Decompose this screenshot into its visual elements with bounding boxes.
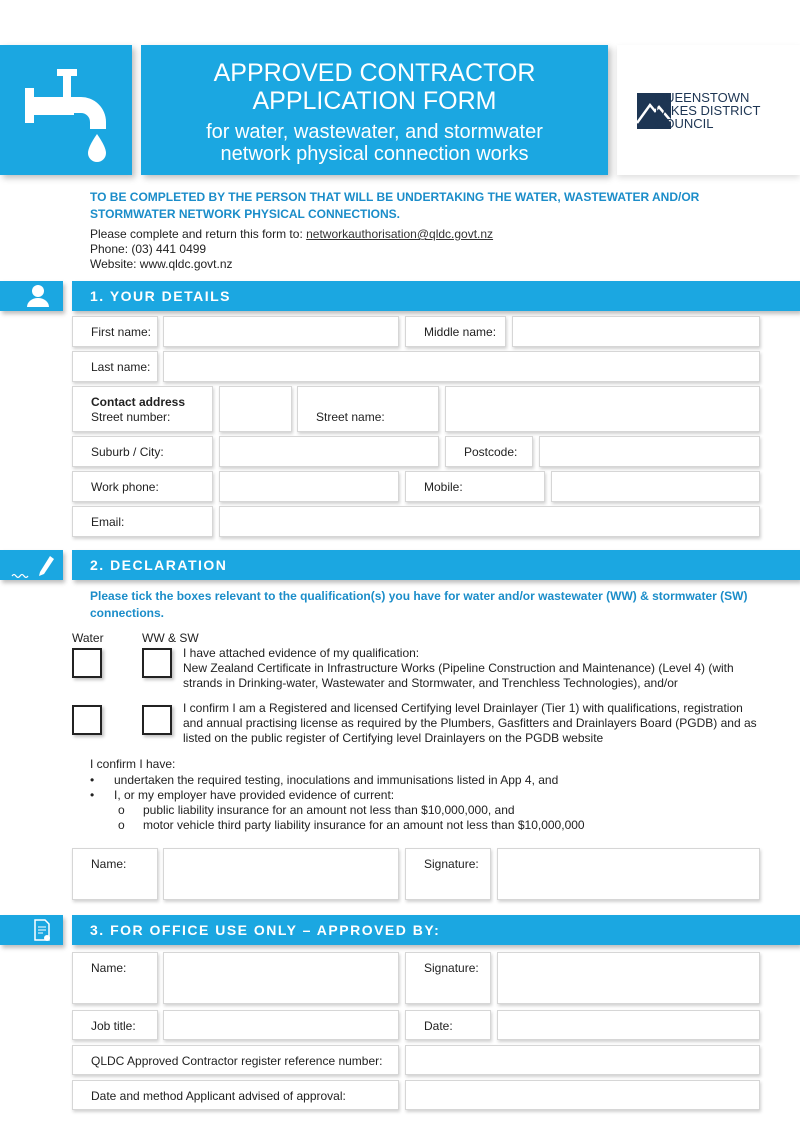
work-phone-input[interactable] (219, 471, 399, 502)
intro-contact: Please complete and return this form to: networkauthorisation@qldc.govt.nz Phone: (03) 441 0499 Website: www.qldc.govt.nz (90, 227, 494, 271)
register-ref-label: QLDC Approved Contractor register reference number: (72, 1045, 399, 1075)
form-subtitle-line1: for water, wastewater, and stormwater (206, 121, 543, 143)
approver-name-label: Name: (72, 952, 158, 1004)
pen-signature-icon (0, 550, 63, 580)
option1-wwsw-checkbox[interactable] (142, 648, 172, 678)
declaration-name-input[interactable] (163, 848, 399, 900)
suburb-input[interactable] (219, 436, 439, 467)
postcode-label: Postcode: (445, 436, 533, 467)
last-name-label: Last name: (72, 351, 158, 382)
mobile-input[interactable] (551, 471, 760, 502)
email-label: Email: (72, 506, 213, 537)
email-link[interactable]: networkauthorisation@qldc.govt.nz (306, 227, 494, 241)
website-text: Website: www.qldc.govt.nz (90, 257, 233, 271)
option2-wwsw-checkbox[interactable] (142, 705, 172, 735)
street-number-input[interactable] (219, 386, 292, 432)
approver-signature-input[interactable] (497, 952, 760, 1004)
option1-water-checkbox[interactable] (72, 648, 102, 678)
register-ref-input[interactable] (405, 1045, 760, 1075)
water-column-label: Water (72, 631, 104, 645)
email-input[interactable] (219, 506, 760, 537)
phone-text: Phone: (03) 441 0499 (90, 242, 207, 256)
declaration-signature-label: Signature: (405, 848, 491, 900)
declaration-signature-input[interactable] (497, 848, 760, 900)
street-number-label: Contact address Street number: (72, 386, 213, 432)
confirm-bullet-2: • I, or my employer have provided evidence of current: (90, 788, 395, 802)
street-name-label: Street name: (297, 386, 439, 432)
declaration-name-label: Name: (72, 848, 158, 900)
street-name-input[interactable] (445, 386, 760, 432)
middle-name-label: Middle name: (405, 316, 506, 347)
date-input[interactable] (497, 1010, 760, 1040)
form-subtitle-line2: network physical connection works (220, 143, 529, 165)
tap-icon-panel (0, 45, 132, 175)
declaration-instruction: Please tick the boxes relevant to the qualification(s) you have for water and/or wastewater (WW) & stormwater (SW) connections. (90, 589, 748, 620)
section-your-details-heading: 1. YOUR DETAILS (72, 281, 800, 311)
work-phone-label: Work phone: (72, 471, 213, 502)
intro-heading: TO BE COMPLETED BY THE PERSON THAT WILL BE UNDERTAKING THE WATER, WASTEWATER AND/OR STORMWATER NETWORK PHYSICAL CONNECTIONS. (90, 190, 700, 221)
job-title-label: Job title: (72, 1010, 158, 1040)
qldc-logo (617, 45, 800, 175)
approver-signature-label: Signature: (405, 952, 491, 1004)
approver-name-input[interactable] (163, 952, 399, 1004)
section-declaration-heading: 2. DECLARATION (72, 550, 800, 580)
document-icon (0, 915, 63, 945)
form-title-line1: APPROVED CONTRACTOR (213, 59, 536, 87)
option2-text: I confirm I am a Registered and licensed Certifying level Drainlayer (Tier 1) with qualifications, registration and annual practising license as required by the Plumbers, Gasfitters and Drainlayers Board (PGDB) and as listed on the public register of Certifying level Drainlayers on the PGDB website (183, 701, 757, 745)
date-label: Date: (405, 1010, 491, 1040)
suburb-label: Suburb / City: (72, 436, 213, 467)
last-name-input[interactable] (163, 351, 760, 382)
form-title-line2: APPLICATION FORM (252, 87, 497, 115)
middle-name-input[interactable] (512, 316, 760, 347)
date-method-input[interactable] (405, 1080, 760, 1110)
first-name-input[interactable] (163, 316, 399, 347)
person-icon (0, 281, 63, 311)
wwsw-column-label: WW & SW (142, 631, 199, 645)
title-banner (141, 45, 608, 175)
mobile-label: Mobile: (405, 471, 545, 502)
job-title-input[interactable] (163, 1010, 399, 1040)
date-method-label: Date and method Applicant advised of approval: (72, 1080, 399, 1110)
confirm-heading: I confirm I have: (90, 757, 176, 771)
postcode-input[interactable] (539, 436, 760, 467)
confirm-sub-2: o motor vehicle third party liability insurance for an amount not less than $10,000,000 (118, 818, 585, 832)
first-name-label: First name: (72, 316, 158, 347)
confirm-sub-1: o public liability insurance for an amount not less than $10,000,000, and (118, 803, 515, 817)
option2-water-checkbox[interactable] (72, 705, 102, 735)
section-office-use-heading: 3. FOR OFFICE USE ONLY – APPROVED BY: (72, 915, 800, 945)
option1-text: I have attached evidence of my qualification: New Zealand Certificate in Infrastructure Works (Pipeline Construction and Maintenance) (Level 4) (with strands in Drinking-water, Wastewater and Stormwater, and Trenchless Technologies), and/or (183, 646, 734, 690)
confirm-bullet-1: • undertaken the required testing, inoculations and immunisations listed in App 4, and (90, 773, 559, 787)
water-tap-icon (0, 45, 132, 175)
logo-text: QUEENSTOWN LAKES DISTRICT COUNCIL (655, 90, 761, 131)
